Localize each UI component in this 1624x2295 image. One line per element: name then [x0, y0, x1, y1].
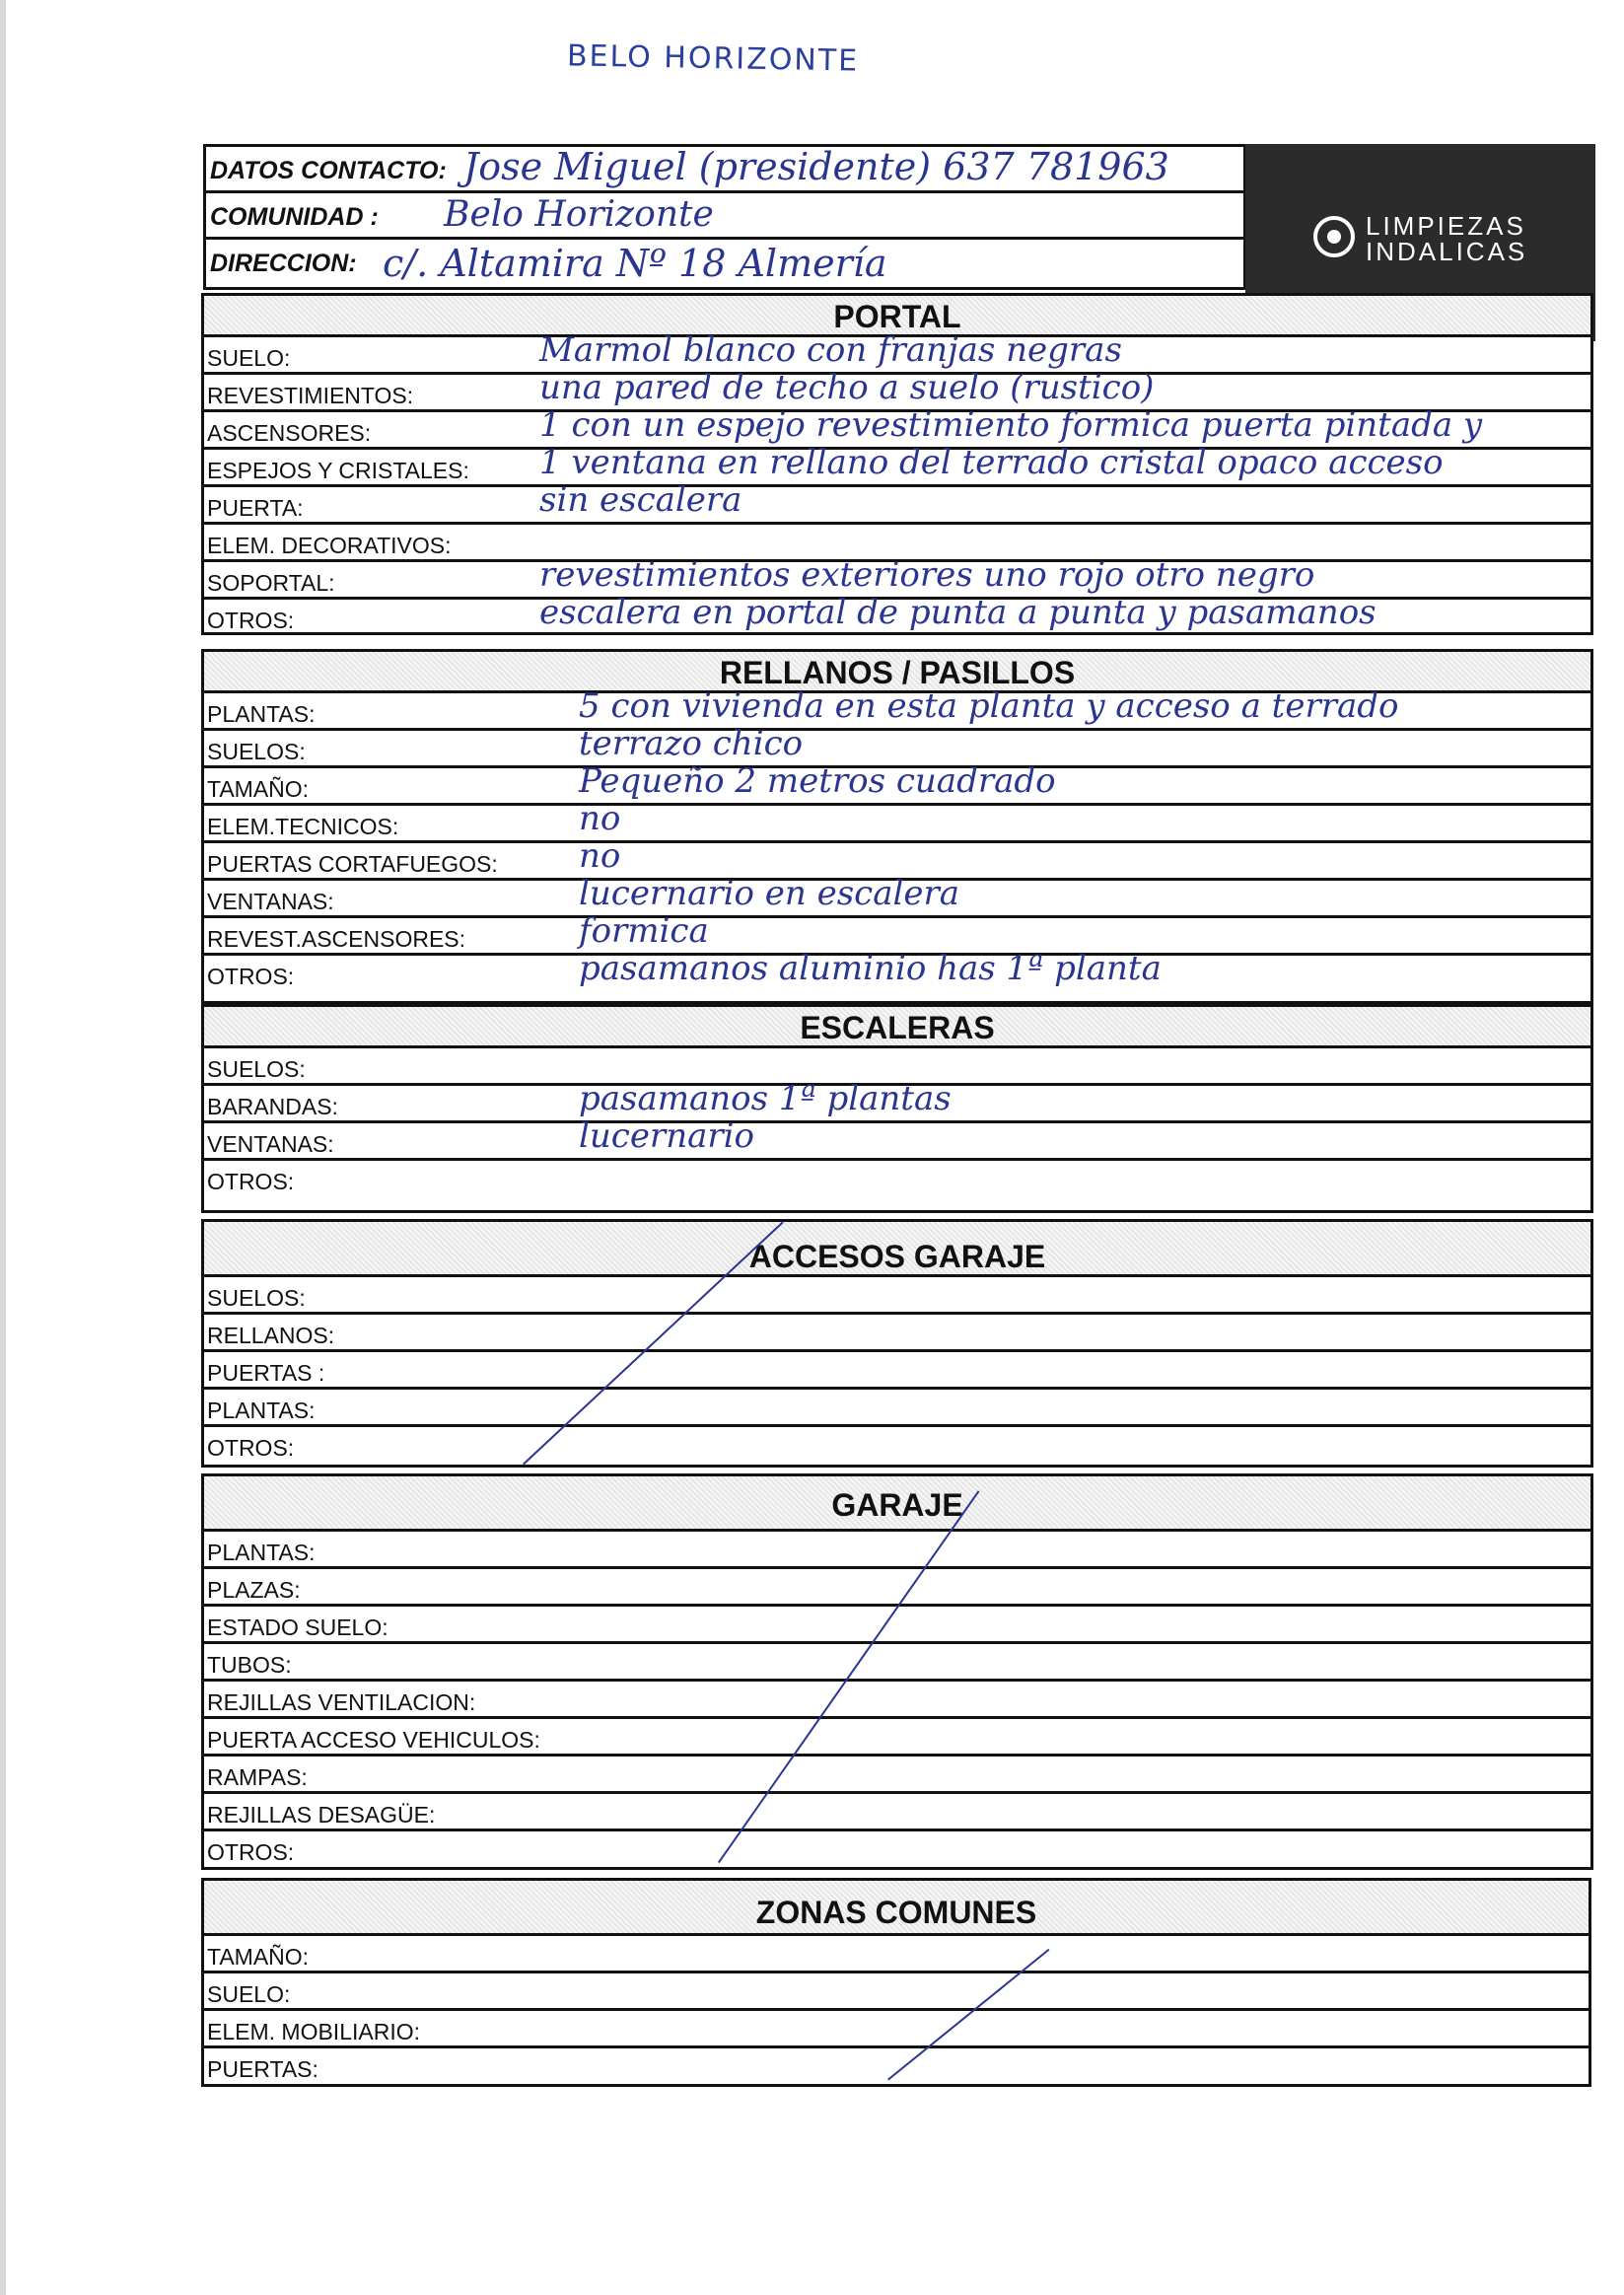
field-label: OTROS: — [207, 964, 295, 989]
accesos-garaje-row — [204, 1390, 1590, 1427]
field-label: REJILLAS VENTILACION: — [207, 1689, 476, 1715]
portal-row — [204, 593, 1590, 637]
escaleras-row — [204, 1079, 1590, 1123]
comunidad-value: Belo Horizonte — [444, 194, 714, 235]
accesos-garaje-row — [204, 1352, 1590, 1390]
zonas-comunes-title: ZONAS COMUNES — [204, 1881, 1589, 1936]
field-label: ELEM.TECNICOS: — [207, 814, 399, 839]
rellanos-row — [204, 949, 1590, 993]
escaleras-section — [201, 1004, 1593, 1213]
logo-text — [1366, 213, 1527, 264]
handwritten-value: 1 ventana en rellano del terrado cristal opaco acceso — [539, 443, 1444, 482]
field-label: ELEM. DECORATIVOS: — [207, 533, 452, 558]
field-label: TUBOS: — [207, 1652, 292, 1678]
field-label: SUELOS: — [207, 739, 306, 764]
field-label: REVESTIMIENTOS: — [207, 383, 414, 408]
rellanos-row — [204, 686, 1590, 731]
field-label: VENTANAS: — [207, 1131, 334, 1157]
logo-line1: LIMPIEZAS — [1366, 211, 1526, 241]
handwritten-value: Marmol blanco con franjas negras — [539, 330, 1122, 370]
handwritten-value: terrazo chico — [579, 724, 804, 763]
handwritten-header-note: BELO HORIZONTE — [566, 38, 860, 79]
accesos-garaje-section — [201, 1219, 1593, 1468]
handwritten-value: formica — [579, 911, 709, 951]
handwritten-value: lucernario — [579, 1116, 754, 1156]
garaje-row — [204, 1794, 1590, 1831]
datos-contacto-value: Jose Miguel (presidente) 637 781963 — [463, 145, 1169, 188]
field-label: OTROS: — [207, 1435, 295, 1461]
handwritten-value: revestimientos exteriores uno rojo otro negro — [539, 555, 1315, 595]
field-label: PLANTAS: — [207, 1540, 316, 1565]
garaje-row — [204, 1719, 1590, 1757]
handwritten-value: no — [579, 799, 621, 838]
field-label: PUERTA ACCESO VEHICULOS: — [207, 1727, 540, 1753]
portal-section — [201, 293, 1593, 635]
zonas-comunes-row — [204, 2048, 1589, 2086]
rellanos-section — [201, 649, 1593, 1004]
field-label: REJILLAS DESAGÜE: — [207, 1802, 436, 1828]
field-label: PLANTAS: — [207, 1398, 316, 1423]
garaje-row — [204, 1569, 1590, 1607]
field-label: SUELOS: — [207, 1056, 306, 1082]
portal-row — [204, 480, 1590, 525]
garaje-row — [204, 1831, 1590, 1869]
garaje-row — [204, 1532, 1590, 1569]
escaleras-row — [204, 1161, 1590, 1198]
field-label: PLAZAS: — [207, 1577, 301, 1603]
rellanos-row — [204, 799, 1590, 843]
field-label: OTROS: — [207, 1839, 295, 1865]
field-label: ELEM. MOBILIARIO: — [207, 2019, 420, 2044]
escaleras-title: ESCALERAS — [204, 1007, 1590, 1048]
field-label: SUELOS: — [207, 1285, 306, 1311]
field-label: ESPEJOS Y CRISTALES: — [207, 458, 469, 483]
handwritten-value: no — [579, 836, 621, 876]
field-label: TAMAÑO: — [207, 1944, 310, 1970]
zonas-comunes-row — [204, 1973, 1589, 2011]
field-label: SUELO: — [207, 345, 291, 371]
handwritten-value: 1 con un espejo revestimiento formica puerta pintada y — [539, 405, 1483, 445]
accesos-garaje-title: ACCESOS GARAJE — [204, 1222, 1590, 1277]
direccion-value: c/. Altamira Nº 18 Almería — [383, 242, 887, 285]
handwritten-value: una pared de techo a suelo (rustico) — [539, 368, 1155, 407]
garaje-row — [204, 1682, 1590, 1719]
field-label: RELLANOS: — [207, 1323, 335, 1348]
field-label: PUERTA: — [207, 495, 304, 521]
comunidad-row — [206, 193, 1249, 240]
handwritten-value: pasamanos aluminio has 1ª planta — [579, 949, 1162, 988]
accesos-garaje-row — [204, 1315, 1590, 1352]
rellanos-title: RELLANOS / PASILLOS — [204, 652, 1590, 693]
handwritten-value: pasamanos 1ª plantas — [579, 1079, 952, 1118]
datos-contacto-label: DATOS CONTACTO: — [210, 157, 447, 184]
field-label: SOPORTAL: — [207, 570, 335, 596]
field-label: PLANTAS: — [207, 701, 316, 727]
field-label: PUERTAS: — [207, 2056, 318, 2082]
portal-row — [204, 443, 1590, 487]
handwritten-value: lucernario en escalera — [579, 874, 959, 913]
garaje-title: GARAJE — [204, 1476, 1590, 1532]
field-label: PUERTAS : — [207, 1360, 325, 1386]
handwritten-value: escalera en portal de punta a punta y pasamanos — [539, 593, 1377, 632]
direccion-label: DIRECCION: — [210, 250, 357, 277]
handwritten-value: sin escalera — [539, 480, 742, 520]
scan-edge — [0, 0, 6, 2295]
comunidad-label: COMUNIDAD : — [210, 203, 379, 231]
garaje-row — [204, 1757, 1590, 1794]
accesos-garaje-row — [204, 1277, 1590, 1315]
escaleras-row — [204, 1116, 1590, 1161]
field-label: OTROS: — [207, 608, 295, 633]
zonas-comunes-section — [201, 1878, 1591, 2087]
garaje-section — [201, 1473, 1593, 1870]
rellanos-row — [204, 874, 1590, 918]
field-label: PUERTAS CORTAFUEGOS: — [207, 851, 498, 877]
zonas-comunes-row — [204, 1936, 1589, 1973]
field-label: OTROS: — [207, 1169, 295, 1194]
field-label: REVEST.ASCENSORES: — [207, 926, 466, 952]
zonas-comunes-row — [204, 2011, 1589, 2048]
rellanos-row — [204, 761, 1590, 806]
field-label: SUELO: — [207, 1981, 291, 2007]
field-label: TAMAÑO: — [207, 776, 310, 802]
field-label: VENTANAS: — [207, 889, 334, 914]
portal-title: PORTAL — [204, 296, 1590, 337]
handwritten-value: Pequeño 2 metros cuadrado — [579, 761, 1056, 801]
logo-line2: INDALICAS — [1366, 237, 1528, 266]
field-label: ESTADO SUELO: — [207, 1614, 388, 1640]
garaje-row — [204, 1644, 1590, 1682]
field-label: RAMPAS: — [207, 1764, 308, 1790]
swirl-logo-icon — [1312, 215, 1356, 258]
handwritten-value: 5 con vivienda en esta planta y acceso a terrado — [579, 686, 1399, 726]
garaje-row — [204, 1607, 1590, 1644]
field-label: BARANDAS: — [207, 1094, 338, 1119]
accesos-garaje-row — [204, 1427, 1590, 1465]
field-label: ASCENSORES: — [207, 420, 372, 446]
